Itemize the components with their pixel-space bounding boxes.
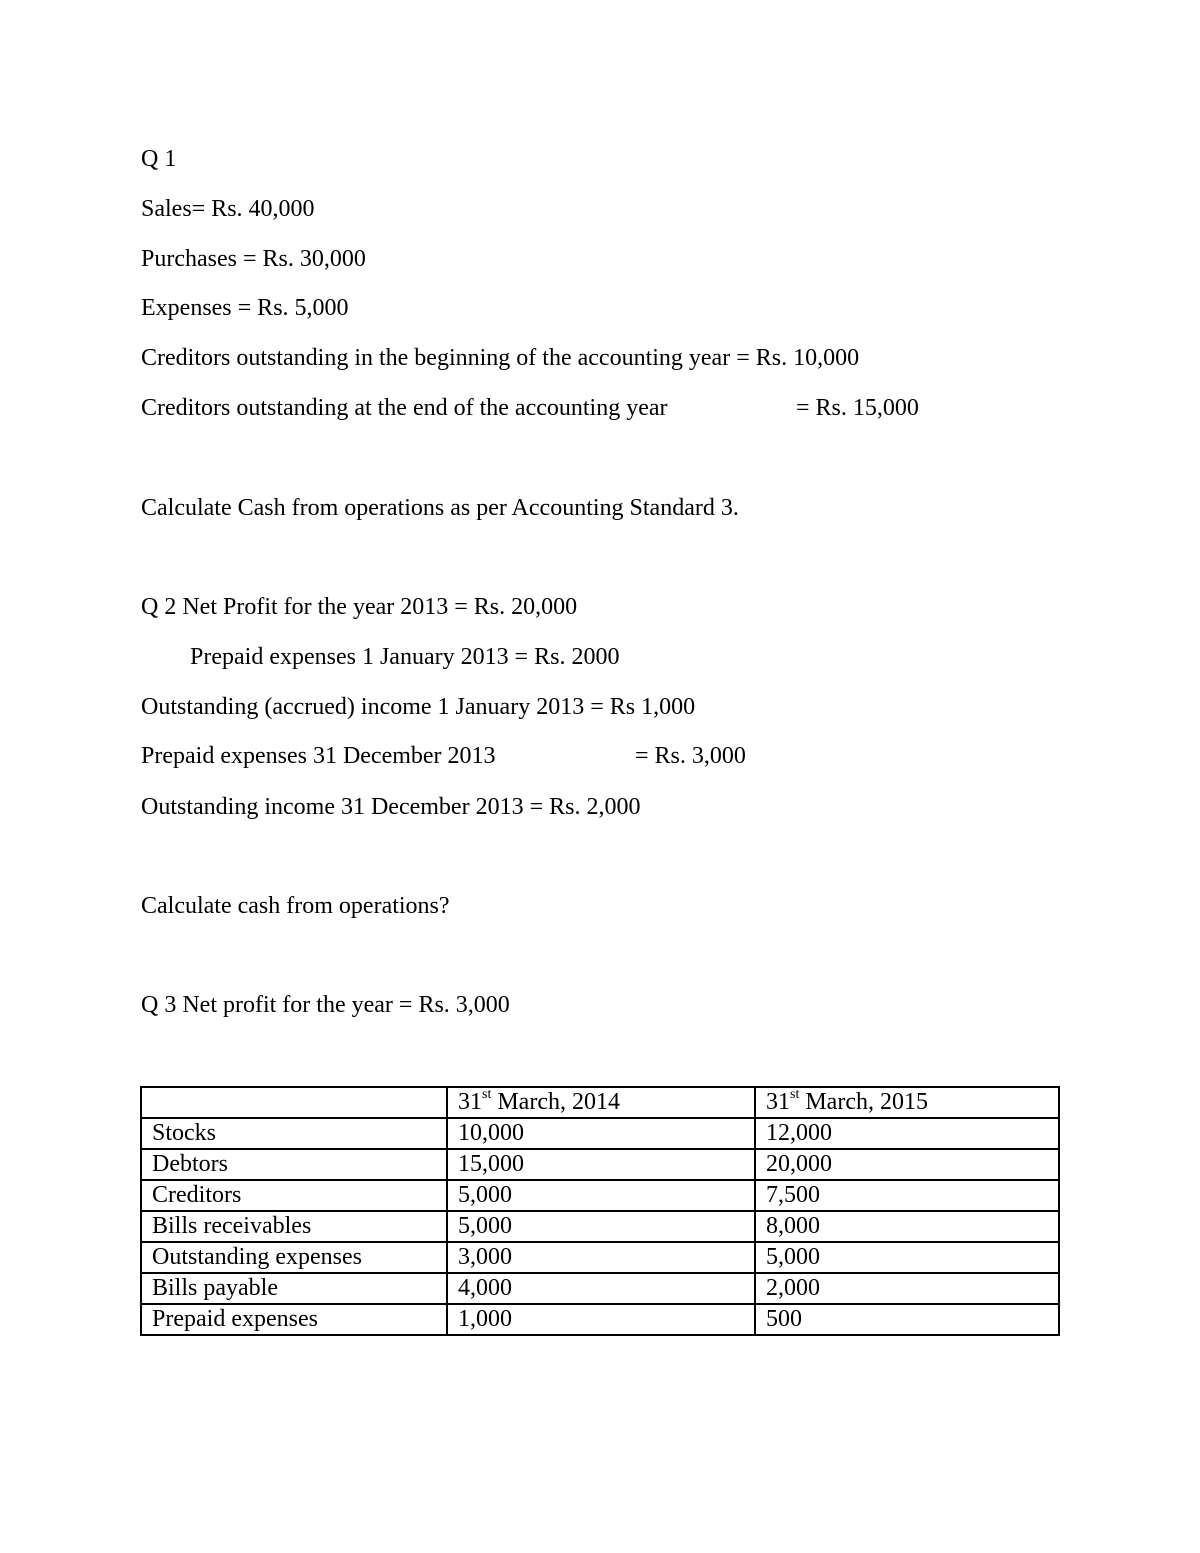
balance-table	[140, 1086, 1060, 1336]
table-cell-item: Bills receivables	[141, 1211, 447, 1242]
q2-outstanding-close: Outstanding income 31 December 2013 = Rs. 2,000	[141, 794, 641, 820]
table-cell-item: Outstanding expenses	[141, 1242, 447, 1273]
table-header-2015: 31st March, 2015	[755, 1087, 1059, 1118]
table-row	[141, 1149, 1059, 1180]
table-cell-2015: 7,500	[755, 1180, 1059, 1211]
table-cell-2015: 500	[755, 1304, 1059, 1335]
table-cell-2014: 5,000	[447, 1211, 755, 1242]
q2-outstanding-open: Outstanding (accrued) income 1 January 2013 = Rs 1,000	[141, 694, 696, 720]
table-cell-2014: 3,000	[447, 1242, 755, 1273]
table-cell-2014: 1,000	[447, 1304, 755, 1335]
q2-prepaid-close-label: Prepaid expenses 31 December 2013	[141, 743, 496, 769]
table-cell-item: Stocks	[141, 1118, 447, 1149]
table-row	[141, 1180, 1059, 1211]
table-row	[141, 1304, 1059, 1335]
table-row	[141, 1242, 1059, 1273]
q1-sales: Sales= Rs. 40,000	[141, 196, 315, 222]
table-cell-2014: 5,000	[447, 1180, 755, 1211]
q2-heading: Q 2 Net Profit for the year 2013 = Rs. 20,000	[141, 594, 578, 620]
q1-creditors-begin: Creditors outstanding in the beginning of the accounting year = Rs. 10,000	[141, 345, 860, 371]
q2-question: Calculate cash from operations?	[141, 893, 450, 919]
table-row	[141, 1211, 1059, 1242]
q2-prepaid-close	[141, 741, 746, 771]
table-header-2014: 31st March, 2014	[447, 1087, 755, 1118]
table-cell-2015: 2,000	[755, 1273, 1059, 1304]
table-cell-2015: 12,000	[755, 1118, 1059, 1149]
q1-expenses: Expenses = Rs. 5,000	[141, 295, 349, 321]
q1-creditors-end	[141, 393, 919, 423]
table-row	[141, 1118, 1059, 1149]
balance-table-body	[141, 1087, 1059, 1335]
q1-creditors-end-value: = Rs. 15,000	[796, 395, 919, 421]
table-header-empty	[141, 1087, 447, 1118]
table-cell-item: Bills payable	[141, 1273, 447, 1304]
table-cell-item: Debtors	[141, 1149, 447, 1180]
q2-prepaid-open: Prepaid expenses 1 January 2013 = Rs. 2000	[190, 644, 620, 670]
q1-creditors-end-label: Creditors outstanding at the end of the accounting year	[141, 395, 668, 421]
q1-question: Calculate Cash from operations as per Accounting Standard 3.	[141, 495, 739, 521]
table-cell-2015: 8,000	[755, 1211, 1059, 1242]
q1-heading: Q 1	[141, 146, 177, 172]
table-cell-2014: 10,000	[447, 1118, 755, 1149]
table-cell-item: Creditors	[141, 1180, 447, 1211]
table-cell-2015: 20,000	[755, 1149, 1059, 1180]
q2-prepaid-close-value: = Rs. 3,000	[635, 743, 746, 769]
table-header-row	[141, 1087, 1059, 1118]
table-cell-item: Prepaid expenses	[141, 1304, 447, 1335]
table-cell-2014: 4,000	[447, 1273, 755, 1304]
table-cell-2014: 15,000	[447, 1149, 755, 1180]
table-row	[141, 1273, 1059, 1304]
q3-heading: Q 3 Net profit for the year = Rs. 3,000	[141, 992, 510, 1018]
q1-purchases: Purchases = Rs. 30,000	[141, 246, 366, 272]
table-cell-2015: 5,000	[755, 1242, 1059, 1273]
